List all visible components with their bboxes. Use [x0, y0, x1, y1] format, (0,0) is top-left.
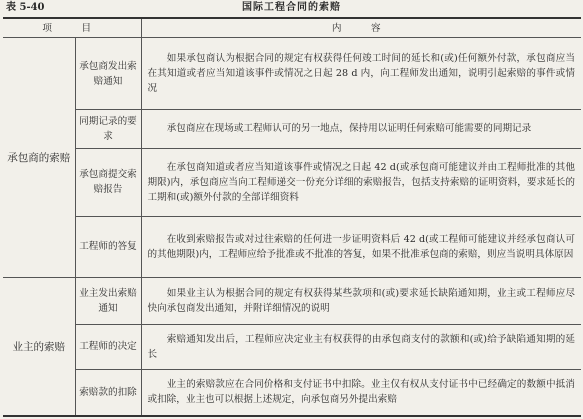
- item-content: 如果业主认为根据合同的规定有权获得某些款项和(或)要求延长缺陷通知期，业主或工程师应尽快向承包商发出通知，并附详细情况的说明: [141, 278, 581, 325]
- category-owner-claims: 业主的索赔: [3, 278, 75, 416]
- table-title: 国际工程合同的索赔: [242, 2, 341, 13]
- table-number: 表 5-40: [6, 2, 45, 13]
- header-content: 内 容: [141, 18, 581, 38]
- table-row: [3, 38, 581, 110]
- table-row: [3, 110, 581, 148]
- table-row: [3, 148, 581, 216]
- item-label: 同期记录的要求: [75, 110, 141, 148]
- category-contractor-claims: 承包商的索赔: [3, 38, 75, 278]
- item-content: 在承包商知道或者应当知道该事件或情况之日起 42 d(或承包商可能建议并由工程师批准的其他期限)内，承包商应当向工程师递交一份充分详细的索赔报告，包括支持索赔的证明资料，要求延长的工期和(或)额外付款的全部详细资料: [141, 148, 581, 216]
- table-row: [3, 325, 581, 370]
- item-label: 工程师的决定: [75, 325, 141, 370]
- header-project: 项 目: [3, 18, 141, 38]
- item-label: 承包商发出索赔通知: [75, 38, 141, 110]
- item-label: 业主发出索赔通知: [75, 278, 141, 325]
- item-content: 业主的索赔款应在合同价格和支付证书中扣除。业主仅有权从支付证书中已经确定的数额中抵消或扣除，业主也可以根据上述规定，向承包商另外提出索赔: [141, 369, 581, 416]
- item-label: 索赔款的扣除: [75, 369, 141, 416]
- item-content: 索赔通知发出后，工程师应决定业主有权获得的由承包商支付的款额和(或)给予缺陷通知期的延长: [141, 325, 581, 370]
- claims-table: [3, 17, 581, 417]
- item-content: 如果承包商认为根据合同的规定有权获得任何竣工时间的延长和(或)任何额外付款，承包商应当在其知道或者应当知道该事件或情况之日起 28 d 内，向工程师发出通知，说明引起索赔的事件或情况: [141, 38, 581, 110]
- item-content: 承包商应在现场或工程师认可的另一地点，保持用以证明任何索赔可能需要的同期记录: [141, 110, 581, 148]
- item-label: 工程师的答复: [75, 216, 141, 278]
- item-content: 在收到索赔报告或对过往索赔的任何进一步证明资料后 42 d(或工程师可能建议并经承包商认可的其他期限)内，工程师应给予批准或不批准的答复，如果不批准承包商的索赔，则应当说明具体原因: [141, 216, 581, 278]
- header-row: [3, 18, 581, 38]
- item-label: 承包商提交索赔报告: [75, 148, 141, 216]
- table-row: [3, 216, 581, 278]
- table-row: [3, 369, 581, 416]
- table-caption: [0, 0, 583, 16]
- table-row: [3, 278, 581, 325]
